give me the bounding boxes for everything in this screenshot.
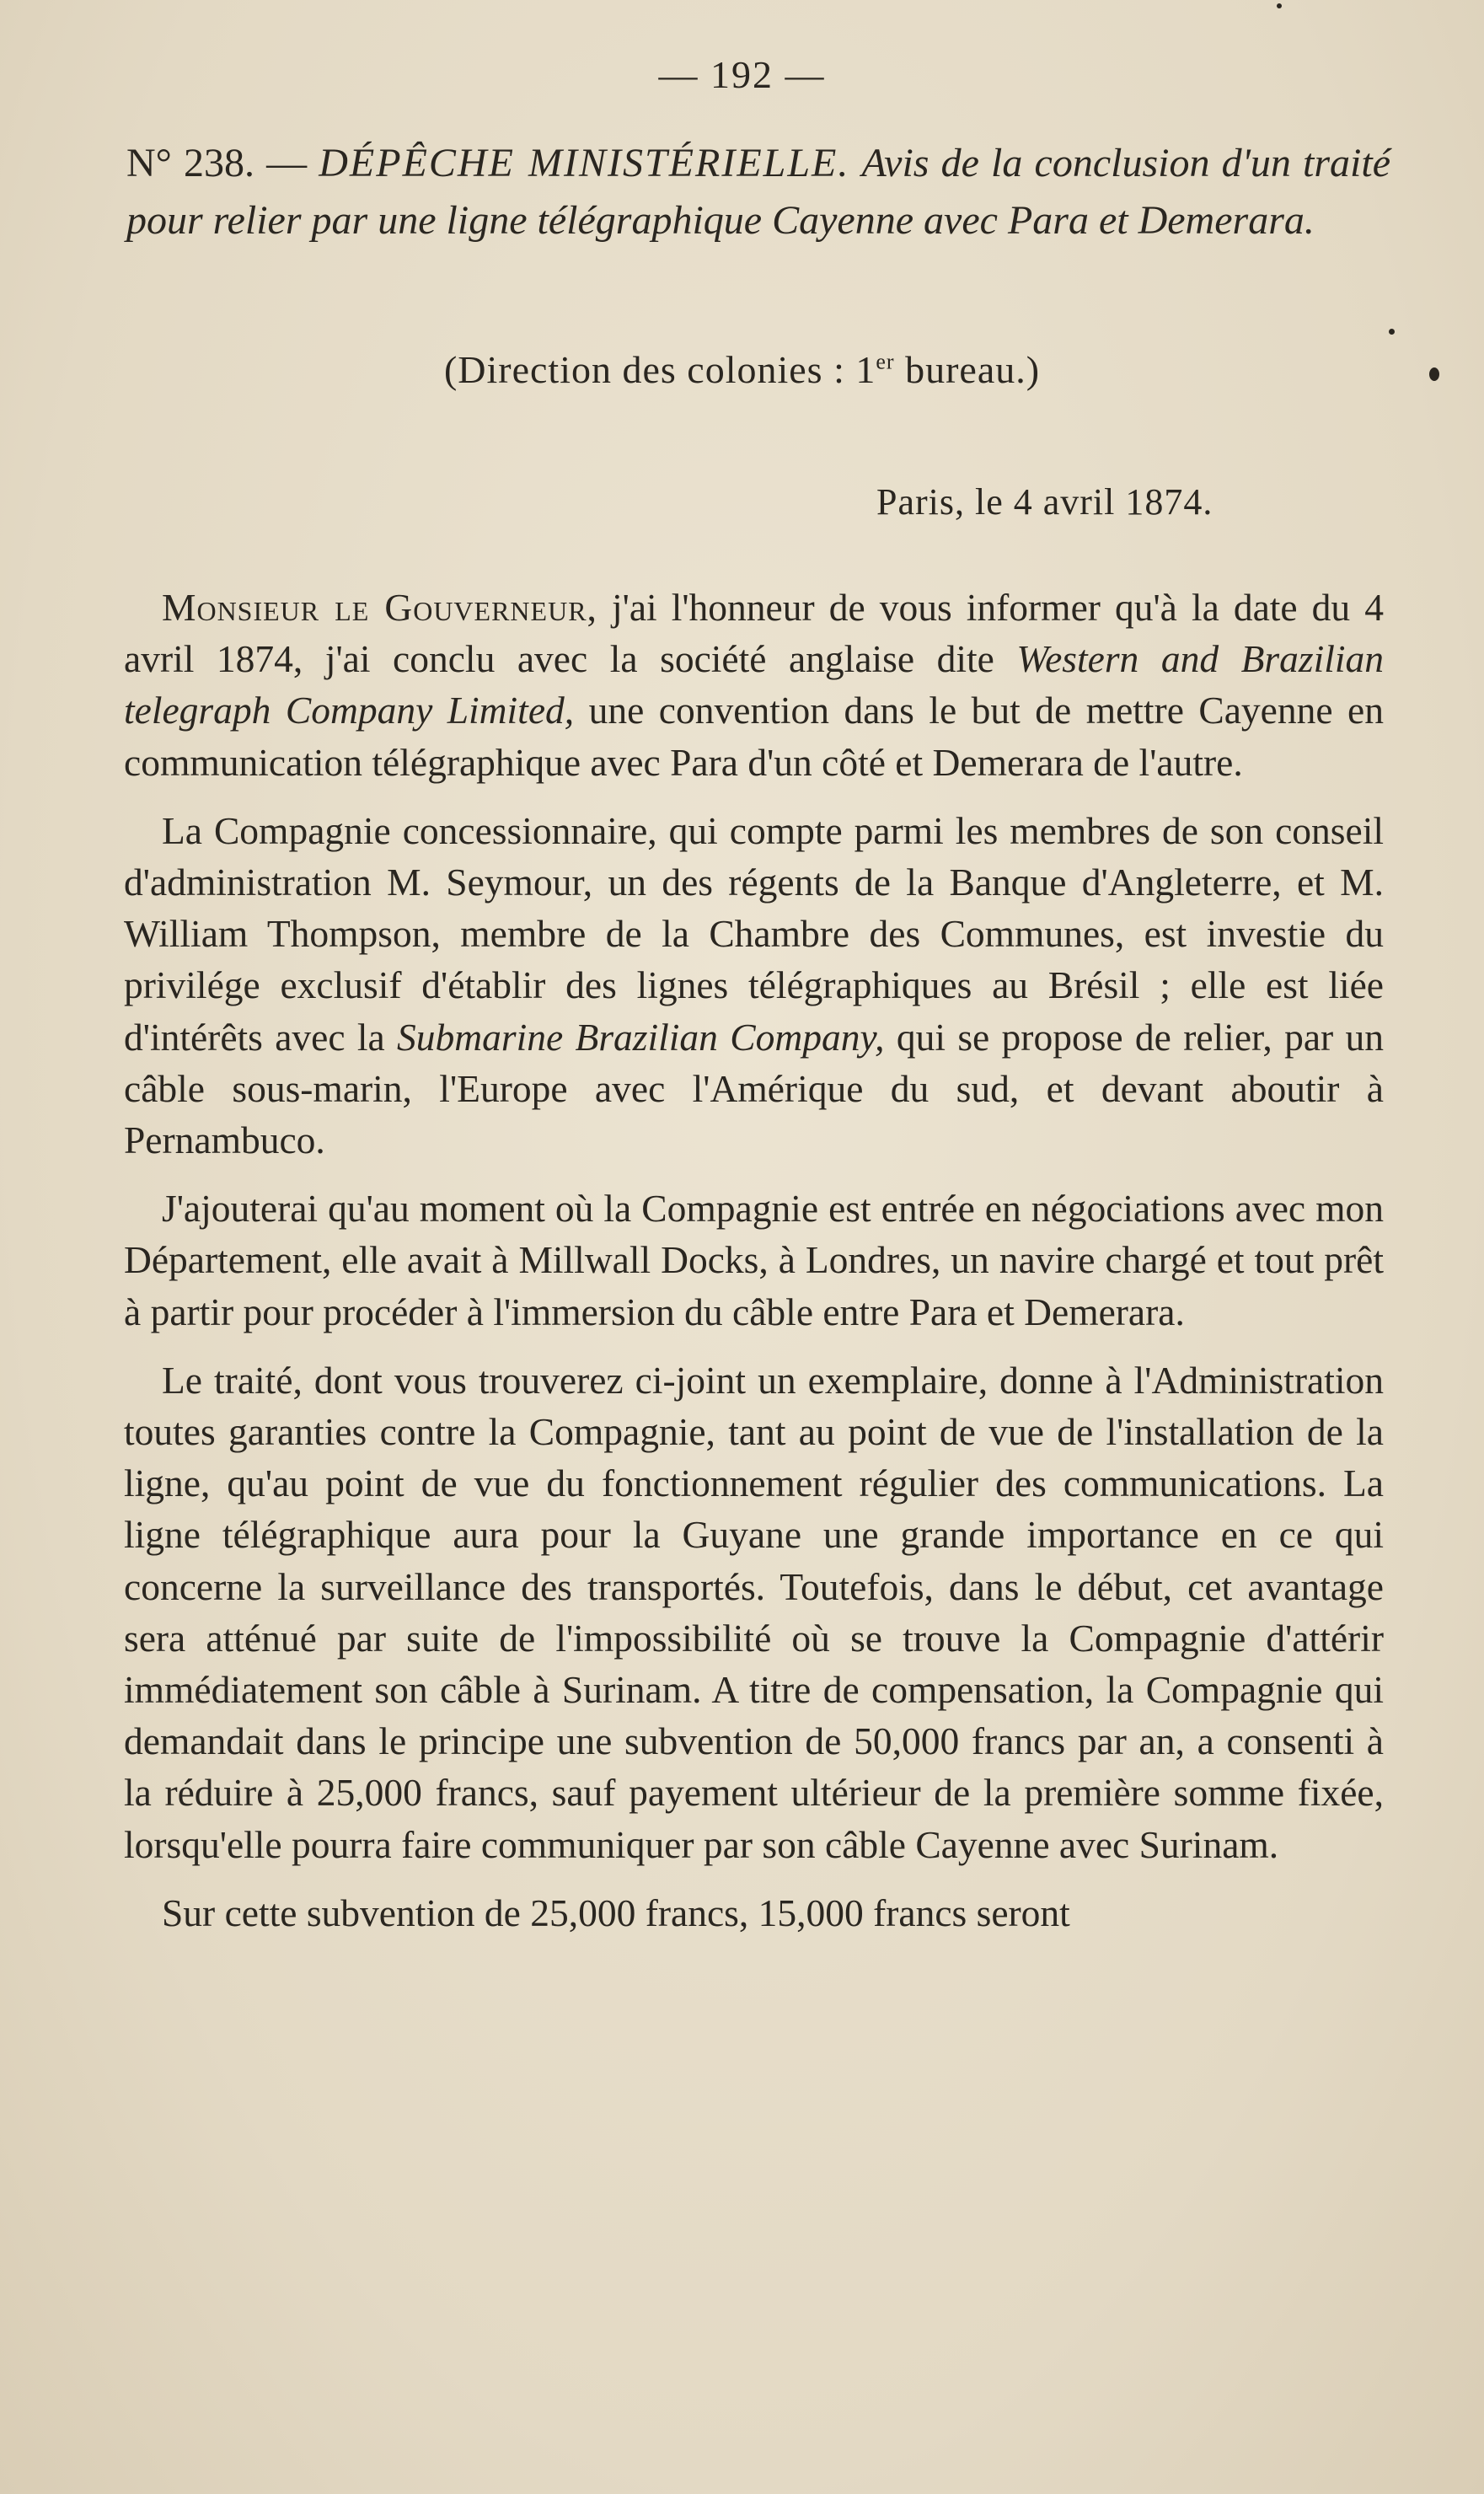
date-line: Paris, le 4 avril 1874. <box>876 481 1213 523</box>
paragraph-2 <box>124 805 1384 1166</box>
paragraph-3: J'ajouterai qu'au moment où la Compagnie est entrée en négociations avec mon Département, elle avait à Millwall Docks, à Londres, un navire chargé et tout prêt à partir pour procéder à l'immersion du câble entre Para et Demerara. <box>124 1187 1384 1333</box>
paragraph-2-text-a: La Compagnie concessionnaire, qui compte parmi les membres de son conseil d'administration M. Seymour, un des régents de la Banque d'Angleterre, et M. William Thompson, membre de la Chambre des Communes, est investie du privilége exclusif d'établir des lignes télégraphiques au Brésil ; elle est liée d'intérêts avec la <box>124 808 1384 1059</box>
direction-superscript: er <box>876 349 895 374</box>
ink-speck-top <box>1277 3 1282 8</box>
paragraph-5: Sur cette subvention de 25,000 francs, 15,000 francs seront <box>162 1891 1070 1934</box>
company-name-western: Western and Brazilian telegraph Company Limited, <box>124 637 1384 732</box>
direction-line <box>0 347 1484 392</box>
ink-speck <box>1429 367 1439 381</box>
document-number: N° 238. — <box>126 141 308 185</box>
paragraph-2-text-b: qui se propose de relier, par un câble sous-marin, l'Europe avec l'Amérique du sud, et devant aboutir à Pernambuco. <box>124 1015 1384 1162</box>
page-number: — 192 — <box>658 53 826 96</box>
document-kind: DÉPÊCHE MINISTÉRIELLE. <box>319 141 850 185</box>
company-name-submarine: Submarine Brazilian Company, <box>397 1015 885 1059</box>
document-heading <box>126 135 1390 249</box>
body-text <box>124 582 1384 1955</box>
paragraph-1 <box>124 582 1384 788</box>
paragraph-1-text-b: une convention dans le but de mettre Cayenne en communication télégraphique avec Para d'un côté et Demerara de l'autre. <box>124 689 1384 784</box>
salutation: Monsieur le Gouverneur, <box>162 586 597 629</box>
paragraph-1-text-a: j'ai l'honneur de vous informer qu'à la date du 4 avril 1874, j'ai conclu avec la société anglaise dite <box>124 586 1384 681</box>
document-subject: Avis de la conclusion d'un traité pour relier par une ligne télégraphique Cayenne avec Para et Demerara. <box>126 141 1390 243</box>
ink-speck-small <box>1389 329 1395 335</box>
direction-text: (Direction des colonies : 1 <box>443 348 876 391</box>
direction-text-end: bureau.) <box>894 348 1041 391</box>
paragraph-4: Le traité, dont vous trouverez ci-joint un exemplaire, donne à l'Administration toutes garanties contre la Compagnie, tant au point de vue de l'installation de la ligne, qu'au point de vue du fonctionnement régulier des communications. La ligne télégraphique aura pour la Guyane une grande importance en ce qui concerne la surveillance des transportés. Toutefois, dans le début, cet avantage sera atténué par suite de l'impossibilité où se trouve la Compagnie d'attérir immédiatement son câble à Surinam. A titre de compensation, la Compagnie qui demandait dans le principe une subvention de 50,000 francs par an, a consenti à la réduire à 25,000 francs, sauf payement ultérieur de la première somme fixée, lorsqu'elle pourra faire communiquer par son câble Cayenne avec Surinam. <box>124 1358 1384 1866</box>
